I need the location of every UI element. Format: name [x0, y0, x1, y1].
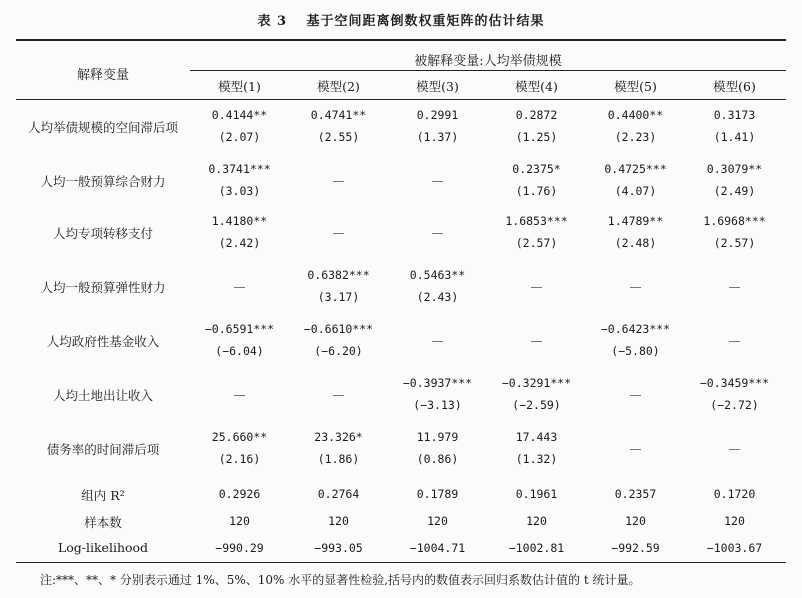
coefficient-cell: 0.4144** [211, 108, 268, 122]
coefficient-cell: −0.3937*** [402, 376, 473, 390]
empty-cell-dash: — [431, 334, 444, 348]
coefficient-cell: 0.3079** [706, 162, 763, 176]
t-statistic-cell: (1.41) [713, 130, 756, 144]
coefficient-cell: 0.6382*** [307, 268, 370, 282]
t-statistic-cell: (−3.13) [413, 398, 462, 412]
footer-value-cell: −1002.81 [508, 541, 565, 555]
model-header: 模型(5) [614, 79, 657, 94]
coefficient-cell: −0.6423*** [600, 322, 671, 336]
row-label: 债务率的时间滞后项 [46, 442, 160, 457]
coefficient-cell: −0.6591*** [204, 322, 275, 336]
footer-value-cell: 120 [427, 514, 448, 528]
t-statistic-cell: (2.07) [218, 130, 261, 144]
t-statistic-cell: (1.32) [515, 452, 558, 466]
t-statistic-cell: (2.57) [515, 236, 558, 250]
footer-value-cell: 120 [724, 514, 745, 528]
coefficient-cell: 0.5463** [409, 268, 466, 282]
t-statistic-cell: (2.43) [416, 290, 459, 304]
empty-cell-dash: — [431, 226, 444, 240]
row-label: 人均专项转移支付 [52, 226, 153, 241]
footer-value-cell: 0.1961 [515, 487, 558, 501]
empty-cell-dash: — [332, 174, 345, 188]
footer-value-cell: 120 [229, 514, 250, 528]
coefficient-cell: 1.6853*** [505, 214, 568, 228]
empty-cell-dash: — [728, 334, 741, 348]
empty-cell-dash: — [728, 442, 741, 456]
footer-row-label: 样本数 [84, 515, 122, 530]
coefficient-cell: 23.326* [314, 430, 363, 444]
coefficient-cell: 1.4789** [607, 214, 664, 228]
t-statistic-cell: (4.07) [614, 184, 657, 198]
t-statistic-cell: (2.57) [713, 236, 756, 250]
coefficient-cell: 0.2375* [512, 162, 561, 176]
footer-value-cell: 0.2926 [218, 487, 261, 501]
coefficient-cell: −0.6610*** [303, 322, 374, 336]
t-statistic-cell: (3.03) [218, 184, 261, 198]
footer-value-cell: −1004.71 [409, 541, 466, 555]
t-statistic-cell: (−2.59) [512, 398, 561, 412]
footer-value-cell: −992.59 [611, 541, 660, 555]
coefficient-cell: 0.3741*** [208, 162, 271, 176]
coefficient-cell: 0.2872 [515, 108, 558, 122]
empty-cell-dash: — [530, 334, 543, 348]
empty-cell-dash: — [233, 388, 246, 402]
coefficient-cell: −0.3291*** [501, 376, 572, 390]
coefficient-cell: 25.660** [211, 430, 268, 444]
top-rule [16, 39, 786, 41]
empty-cell-dash: — [629, 388, 642, 402]
table-number: 表 3 [257, 14, 288, 29]
row-label: 人均土地出让收入 [52, 388, 153, 403]
footer-row-label: Log-likelihood [57, 540, 149, 555]
empty-cell-dash: — [332, 388, 345, 402]
coefficient-cell: 0.4725*** [604, 162, 667, 176]
t-statistic-cell: (2.48) [614, 236, 657, 250]
footer-value-cell: −990.29 [215, 541, 264, 555]
footer-row-label: 组内 R² [81, 488, 125, 503]
header-sub-rule [190, 70, 786, 71]
footer-value-cell: 120 [328, 514, 349, 528]
empty-cell-dash: — [332, 226, 345, 240]
coefficient-cell: 17.443 [515, 430, 558, 444]
model-header: 模型(4) [515, 79, 558, 94]
row-label: 人均一般预算综合财力 [40, 174, 166, 189]
empty-cell-dash: — [629, 280, 642, 294]
t-statistic-cell: (2.23) [614, 130, 657, 144]
row-label: 人均一般预算弹性财力 [40, 280, 166, 295]
empty-cell-dash: — [728, 280, 741, 294]
table-title [0, 10, 802, 29]
header-bottom-rule [16, 99, 786, 100]
coefficient-cell: −0.3459*** [699, 376, 770, 390]
footer-value-cell: −1003.67 [706, 541, 763, 555]
t-statistic-cell: (2.49) [713, 184, 756, 198]
footer-value-cell: −993.05 [314, 541, 363, 555]
coefficient-cell: 1.4180** [211, 214, 268, 228]
t-statistic-cell: (−6.04) [215, 344, 264, 358]
t-statistic-cell: (2.42) [218, 236, 261, 250]
model-header: 模型(2) [317, 79, 360, 94]
coefficient-cell: 0.3173 [713, 108, 756, 122]
t-statistic-cell: (2.55) [317, 130, 360, 144]
model-header: 模型(1) [218, 79, 261, 94]
empty-cell-dash: — [530, 280, 543, 294]
coefficient-cell: 0.2991 [416, 108, 459, 122]
t-statistic-cell: (3.17) [317, 290, 360, 304]
table-caption: 基于空间距离倒数权重矩阵的估计结果 [306, 14, 545, 29]
bottom-rule [16, 562, 786, 563]
t-statistic-cell: (−2.72) [710, 398, 759, 412]
row-label: 人均政府性基金收入 [46, 334, 160, 349]
footer-value-cell: 0.1720 [713, 487, 756, 501]
t-statistic-cell: (1.37) [416, 130, 459, 144]
empty-cell-dash: — [233, 280, 246, 294]
t-statistic-cell: (1.76) [515, 184, 558, 198]
empty-cell-dash: — [431, 174, 444, 188]
table-note: 注:***、**、* 分别表示通过 1%、5%、10% 水平的显著性检验,括号内的数值表示回归系数估计值的 t 统计量。 [40, 573, 641, 587]
footer-value-cell: 120 [625, 514, 646, 528]
coefficient-cell: 11.979 [416, 430, 459, 444]
model-header: 模型(6) [713, 79, 756, 94]
variable-column-header: 解释变量 [76, 67, 129, 83]
model-header: 模型(3) [416, 79, 459, 94]
t-statistic-cell: (1.86) [317, 452, 360, 466]
t-statistic-cell: (0.86) [416, 452, 459, 466]
row-label: 人均举债规模的空间滞后项 [27, 120, 178, 135]
t-statistic-cell: (−5.80) [611, 344, 660, 358]
coefficient-cell: 0.4741** [310, 108, 367, 122]
coefficient-cell: 1.6968*** [703, 214, 766, 228]
coefficient-cell: 0.4400** [607, 108, 664, 122]
dependent-variable-header: 被解释变量:人均举债规模 [414, 54, 562, 69]
footer-value-cell: 120 [526, 514, 547, 528]
t-statistic-cell: (2.16) [218, 452, 261, 466]
t-statistic-cell: (1.25) [515, 130, 558, 144]
footer-value-cell: 0.2764 [317, 487, 360, 501]
t-statistic-cell: (−6.20) [314, 344, 363, 358]
footer-value-cell: 0.1789 [416, 487, 459, 501]
footer-value-cell: 0.2357 [614, 487, 657, 501]
empty-cell-dash: — [629, 442, 642, 456]
